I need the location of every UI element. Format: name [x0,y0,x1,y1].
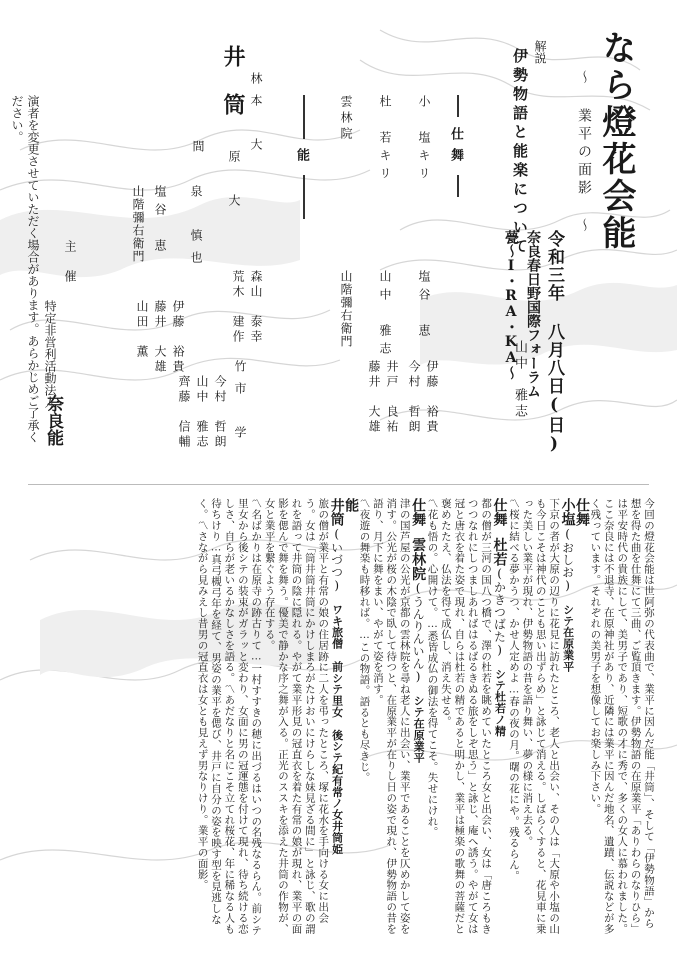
piece-reading: (おしお) [560,526,575,593]
noh-shite: 林本 大 [249,72,263,160]
noh-jiutai: 藤井 大雄 [153,300,167,375]
piece-name: 小塩 [559,498,576,527]
section-divider [28,484,649,485]
piece-name: 井筒 [328,498,345,527]
piece-kind: 仕舞 [491,498,508,527]
event-venue: 奈良春日野国際フォーラム [525,230,541,398]
shimai-performer: 山階彌右衛門 [339,270,353,348]
piece-verse: 〽桜に結べる夢かうつ、かせ人定めよ…春の夜の月。曙の花にや。残るらん。 [507,498,520,881]
piece-kind: 能 [343,498,360,513]
piece-reading: (かきつばた) [492,566,507,658]
noh-jiutai: 齊藤 信輔 [177,375,191,450]
noh-ai-label: 間 [191,140,205,152]
noh-jiutai: 山田 薫 [135,300,149,360]
piece-role: ワキ旅僧 前シテ里女 後シテ紀有常ノ女井筒姫 [330,603,344,855]
piece-text: 旅の僧が業平と有常の娘の住居跡に二人を弔ったところ、塚に花水を手向ける女に出会う。女は「筒井筒井筒にかけしまろがたけおいにけらしな妹見ざる間に」と詠じ、歌の謂れを語って井筒の陰に隠れる。やがて業平形見の冠直衣を着た有常の娘が現れ、業平の面影を偲んで舞を舞う。優美で静かな序之舞が入る。正光のススキを添えた井筒の作物が、女と業平を繋ぐよう存在する。 [263,498,330,934]
shimai-jiutai: 藤井 大雄 [367,360,381,435]
piece-text: 下京の者が大原の辺りに花見に訪れたところ、老人と出会い、その人は「大原や小塩の山も今日こそは神代のことも思い出ずらめ」と詠じて消える。しばらくすると、花見車に乗った美しい業平が現れ、伊勢物語の昔を語り舞い、夢の様に消え去る。 [521,498,561,934]
noh-label: 能 [294,148,309,161]
shimai-bar-bottom [457,175,459,197]
shimai-label: 仕舞 [448,127,463,169]
piece-role: シテ在原業平 [412,695,426,764]
noh-bar-top [303,95,305,139]
noh-otsuzumi: 荒木 建作 [231,270,245,345]
piece-name: 杜若 [491,537,508,567]
notice: 演者を変更させていただく場合があります。あらかじめご了承ください。 [10,95,40,443]
noh-kotsuzumi: 森山 泰幸 [249,270,263,345]
kaisetsu-title: 伊勢物語と能楽について [511,48,529,257]
piece-kind: 仕舞 [573,498,590,527]
noh-bar-bottom [303,175,305,219]
sponsor-org-type: 特定非営利活動法人 [43,300,57,408]
piece-reading: (いづつ) [329,526,344,593]
shimai-program: 小 塩キリ [417,95,431,185]
page-subtitle: 〜 業平の面影 〜 [576,70,592,236]
noh-jiutai: 山中 雅志 [195,375,209,450]
event-date: 令和三年 八月八日(日) [544,230,564,455]
shimai-performer: 山中 雅志 [378,270,392,360]
piece-text: 津の国芦屋の公光が京都の雲林院を尋ね老人に出会い、業平であることを仄めかして姿を消す。公光が桜の木陰で臥して待つと、在原業平が在りし日の姿で現れ、伊勢物語の昔を語り、月下に舞をまい、やがて姿を消す。 [371,498,411,934]
shimai-program: 雲林院 [339,95,353,143]
piece-reading: (うんりんいん) [411,580,426,685]
program-notes [25,498,655,938]
noh-jiutai: 今村 哲朗 [213,375,227,450]
shimai-jiutai: 井戸 良祐 [385,360,399,435]
event-venue-sub: 甍〜I・RA・KA〜 [503,230,519,380]
sponsor-org: 奈良能 [43,395,63,446]
shimai-bar-top [457,95,459,117]
noh-ai: 泉 慎也 [189,185,203,273]
piece-verse: 〽花も悟の。心開けて。…悉皆成仏の御法を得てこそ。失せにけれ。 [426,498,439,838]
kaisetsu-label: 解説 [533,40,547,64]
shimai-program: 杜 若キリ [378,95,392,185]
intro-text: 今回の燈花会能は世阿弥の代表曲で、業平に因んだ能「井筒」、そして「伊勢物語」から想を得た曲を仕舞にて三曲、ご覧頂きます。伊勢物語の在原業平「ありわらのなりひら」は平安時代の貴族にして、美男子であり、短歌の才に秀で、多くの女人に慕われました。ここ奈良には不退寺、在原神社があり、近隣には業平に因んだ地名、遺蹟、伝説などが多く残っています。それぞれの美男子を想像してお楽しみ下さい。 [589,498,655,934]
piece-text: 都の僧が三河の国八つ橋で、澤の杜若を眺めていたところ女と出会い、女は「唐ころもきつつなれにしつましあればはるばるきぬる旅をしぞ思う」と詠じ、庵へ誘う。やがて女は冠と唐衣を着た姿で現れ、自らは杜若の精であると明かし、業平は極楽の歌舞の菩薩だと褒めたたえ、仏法を得て成仏し、消え失せる。 [439,498,493,934]
kaisetsu-speaker: 山中 雅志 [512,340,527,420]
piece-kind: 仕舞 [410,498,427,527]
shimai-jiutai: 今村 哲朗 [407,360,421,435]
piece-verse: 〽名ばかりは在原寺の跡古りて…一村すすきの穂に出づるはいつの名残なるらん。前シテ里女から後シテの装束がガラッと変わり、女面に男の冠運態を付けて現れ、待ち続ける恋しさ、自らが老いるかなしさを語る。〽あだなりと名にこそ立てれ桜花、年に稀なる人も待ちけり…真弓槻弓年を経て、男姿の業平を偲び、井戸に自分の姿を映す型を見逃しなく。〽さながら見みえし昔男の冠直衣は女とも見えず男なりけり。業平の面影。 [196,498,263,936]
page-title: なら燈花会能 [596,30,636,252]
noh-jiutai: 伊藤 裕貴 [171,300,185,375]
piece-role: シテ在原業平 [561,603,575,673]
noh-koken: 塩谷 恵 [153,185,167,257]
noh-waki: 原 大 [227,150,241,216]
piece-role: シテ杜若ノ精 [493,668,507,737]
noh-title: 井 筒 [220,45,246,117]
piece-name: 雲林院 [410,537,427,581]
sponsor-label: 主 催 [63,240,77,285]
noh-koken: 山階彌右衛門 [131,185,145,263]
shimai-performer: 塩谷 恵 [417,270,431,342]
piece-verse: 〽夜遊の舞楽も時移れば。…この物語。語るとも尽きじ。 [358,498,371,783]
noh-fue: 竹市 学 [233,360,247,448]
shimai-jiutai: 伊藤 裕貴 [425,360,439,435]
